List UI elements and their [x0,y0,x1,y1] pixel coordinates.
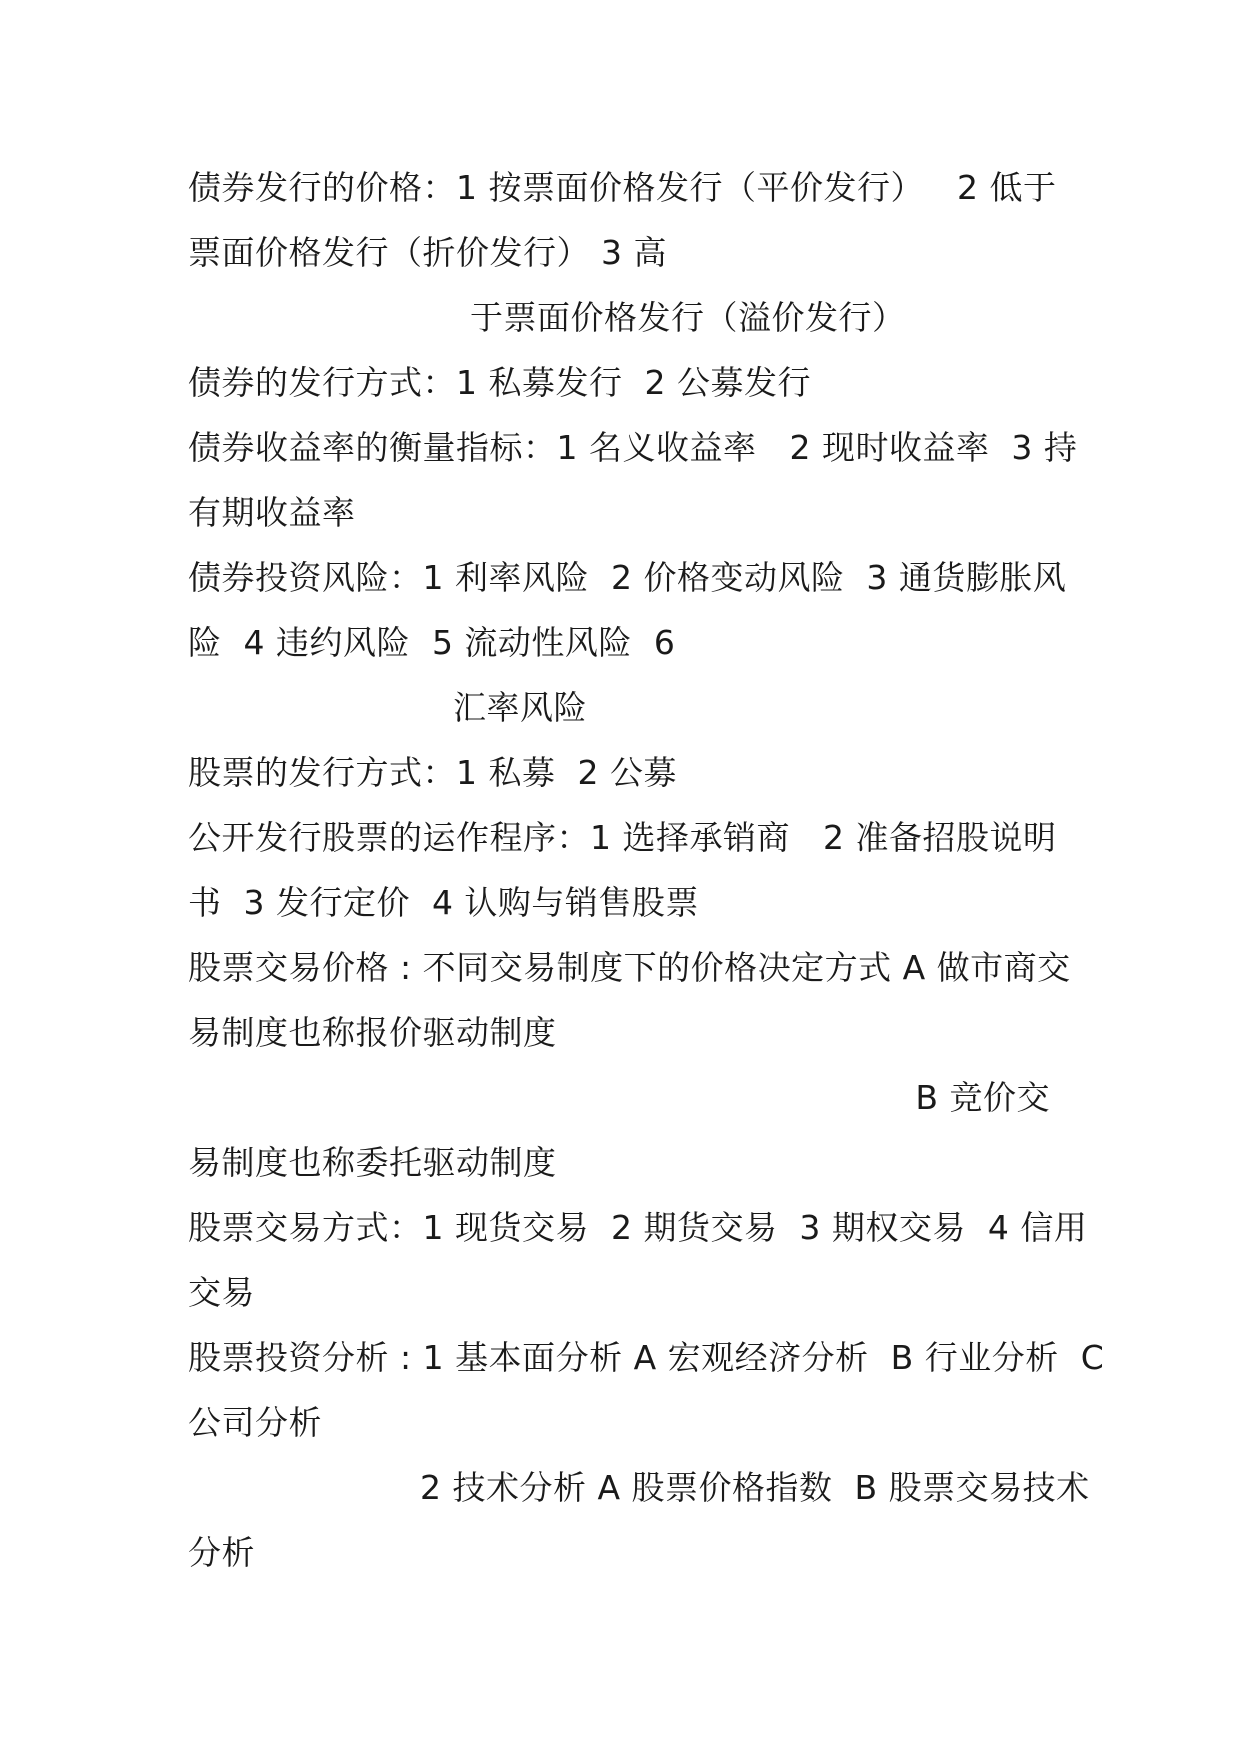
text-line: 易制度也称委托驱动制度 [188,1143,557,1182]
text-line: 险 4 违约风险 5 流动性风险 6 [188,623,676,662]
text-line: 于票面价格发行（溢价发行） [470,298,906,337]
text-line: 票面价格发行（折价发行） 3 高 [188,233,667,272]
text-line: 股票投资分析 : 1 基本面分析 A 宏观经济分析 B 行业分析 C [188,1338,1105,1377]
text-line: 债券投资风险：1 利率风险 2 价格变动风险 3 通货膨胀风 [188,558,1067,597]
text-line: 交易 [188,1273,255,1312]
text-line: 债券发行的价格：1 按票面价格发行（平价发行） 2 低于 [188,168,1057,207]
text-line: 债券的发行方式：1 私募发行 2 公募发行 [188,363,811,402]
text-line: 分析 [188,1533,255,1572]
text-line: 有期收益率 [188,493,356,532]
text-line: 股票交易方式：1 现货交易 2 期货交易 3 期权交易 4 信用 [188,1208,1088,1247]
text-line: 汇率风险 [453,688,587,727]
text-line: 书 3 发行定价 4 认购与销售股票 [188,883,699,922]
text-line: 2 技术分析 A 股票价格指数 B 股票交易技术 [420,1468,1090,1507]
text-line: 公开发行股票的运作程序：1 选择承销商 2 准备招股说明 [188,818,1057,857]
text-line: 股票交易价格 : 不同交易制度下的价格决定方式 A 做市商交 [188,948,1071,987]
text-line: 易制度也称报价驱动制度 [188,1013,557,1052]
text-line: 公司分析 [188,1403,322,1442]
text-line: 股票的发行方式：1 私募 2 公募 [188,753,677,792]
document-body [188,155,1105,1585]
text-line: 债券收益率的衡量指标：1 名义收益率 2 现时收益率 3 持 [188,428,1078,467]
text-line: B 竞价交 [915,1078,1050,1117]
